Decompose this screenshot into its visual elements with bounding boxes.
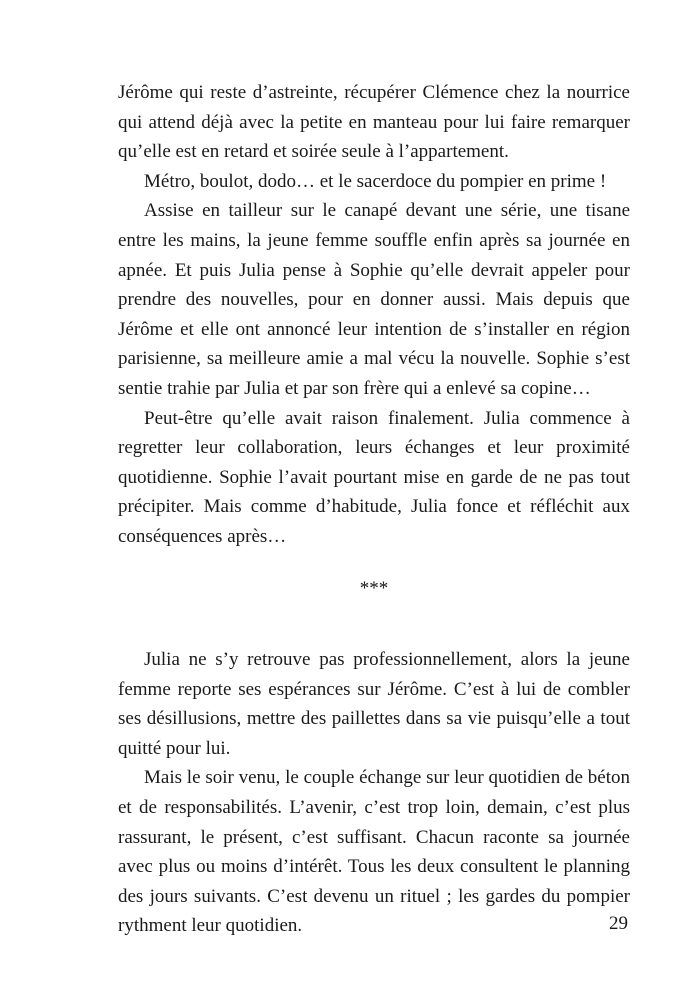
paragraph-5: Julia ne s’y retrouve pas professionnellement, alors la jeune femme reporte ses espérances sur Jérôme. C’est à lui de combler ses désillusions, mettre des paillettes dans sa vie puisqu’elle a tout quitté pour lui. — [118, 649, 630, 759]
paragraph-4: Peut-être qu’elle avait raison finalement. Julia commence à regretter leur collaboration, leurs échanges et leur proximité quotidienne. Sophie l’avait pourtant mise en garde de ne pas tout précipiter. Mais comme d’habitude, Julia fonce et réfléchit aux conséquences après… — [118, 407, 630, 547]
paragraph-3: Assise en tailleur sur le canapé devant une série, une tisane entre les mains, la jeune femme souffle enfin après sa journée en apnée. Et puis Julia pense à Sophie qu’elle devrait appeler pour prendre des nouvelles, pour en donner aussi. Mais depuis que Jérôme et elle ont annoncé leur intention de s’installer en région parisienne, sa meilleure amie a mal vécu la nouvelle. Sophie s’est sentie trahie par Julia et par son frère qui a enlevé sa copine… — [118, 200, 630, 399]
paragraph-1: Jérôme qui reste d’astreinte, récupérer Clémence chez la nourrice qui attend déjà avec la petite en manteau pour lui faire remarquer qu’elle est en retard et soirée seule à l’appartement. — [118, 82, 630, 163]
page-body — [118, 78, 630, 941]
paragraph-2: Métro, boulot, dodo… et le sacerdoce du pompier en prime ! — [144, 170, 607, 192]
section-separator: *** — [359, 577, 389, 599]
paragraph-6: Mais le soir venu, le couple échange sur leur quotidien de béton et de responsabilités. L’avenir, c’est trop loin, demain, c’est plus rassurant, le présent, c’est suffisant. Chacun raconte sa journée avec plus ou moins d’intérêt. Tous les deux consultent le planning des jours suivants. C’est devenu un rituel ; les gardes du pompier rythment leur quotidien. — [118, 767, 630, 937]
page-number: 29 — [609, 913, 628, 934]
